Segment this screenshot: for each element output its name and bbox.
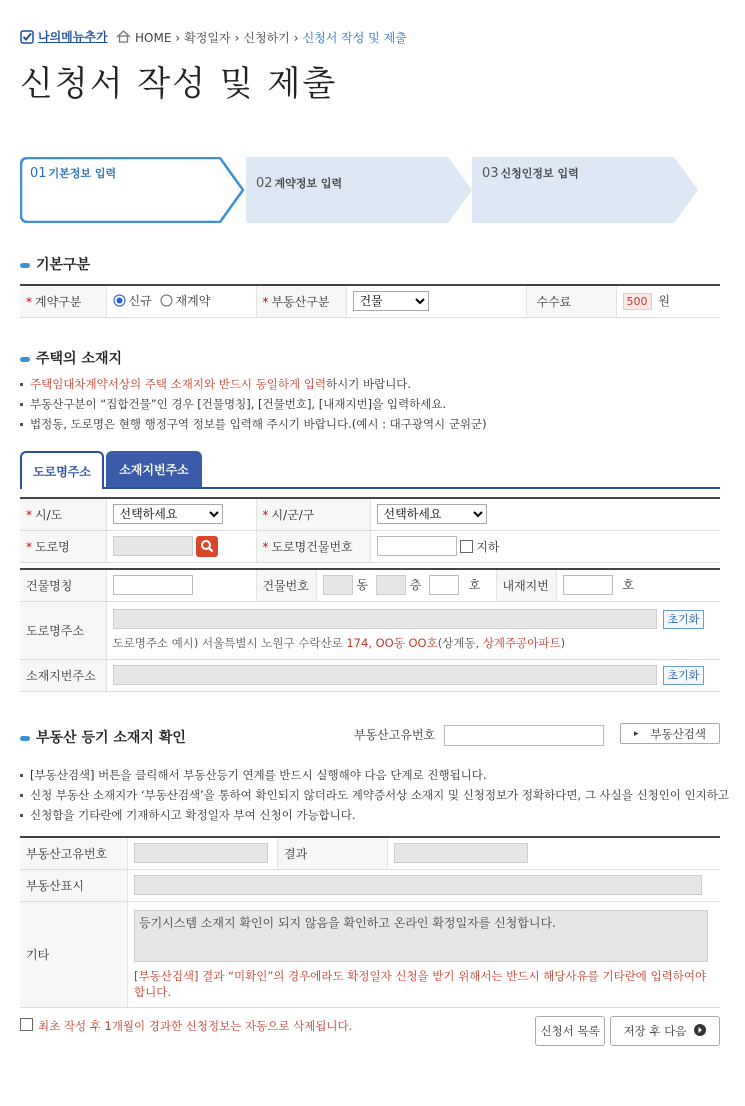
address-note: 주택임대차계약서상의 주택 소재지와 반드시 동일하게 입력하시기 바랍니다. [20, 374, 720, 394]
step-1 [30, 165, 116, 181]
registry-note: 신청 부동산 소재지가 ‘부동산검색’을 통하여 확인되지 않더라도 계약증서상 소재지 및 신청정보가 정확하다면, 그 사실을 신청인이 인지하고 [20, 785, 730, 805]
auto-delete-notice [20, 1018, 352, 1034]
sido-select[interactable] [113, 504, 223, 524]
bldg-name-label: 건물명칭 [26, 578, 73, 593]
section-bullet-icon [20, 357, 30, 362]
road-bldg-no-input[interactable] [377, 536, 457, 556]
etc-label: 기타 [26, 947, 50, 962]
basic-section-title: 기본구분 [36, 257, 91, 273]
step-3-label: 신청인정보 입력 [500, 167, 579, 180]
row-uid-input[interactable] [134, 843, 268, 863]
lot-addr-input[interactable] [113, 665, 657, 685]
step-indicator [20, 157, 720, 223]
address-note: 법정동, 도로명은 현행 행정구역 정보를 입력해 주시기 바랍니다.(예시 : 대구광역시 군위군) [20, 414, 720, 434]
breadcrumb-item-apply[interactable]: 신청하기 [243, 31, 290, 45]
breadcrumb-item-confirm-date[interactable]: 확정일자 [184, 31, 231, 45]
dong-unit: 동 [356, 578, 368, 593]
road-addr-reset-button[interactable]: 초기화 [663, 610, 705, 629]
registry-note: [부동산검색] 버튼을 클릭해서 부동산등기 연계를 반드시 실행해야 다음 단계로 진행됩니다. [20, 765, 730, 785]
result-label: 결과 [284, 846, 308, 861]
checkbox-check-icon [20, 30, 34, 44]
lot-addr-label: 소재지번주소 [26, 668, 96, 683]
road-addr-label: 도로명주소 [26, 623, 84, 638]
floor-unit: 층 [409, 578, 422, 593]
inner-lot-label: 내재지번 [502, 578, 549, 593]
application-list-button[interactable] [535, 1016, 605, 1046]
basic-section-heading [20, 254, 90, 274]
inner-ho-unit: 호 [622, 578, 634, 593]
registry-table [20, 836, 720, 1008]
tab-lot-label: 소재지번주소 [119, 462, 189, 477]
display-input[interactable] [134, 875, 702, 895]
realty-type-label: 부동산구분 [271, 294, 330, 309]
bldg-name-input[interactable] [113, 575, 193, 595]
my-menu-add-link[interactable] [20, 28, 108, 45]
address-section-title: 주택의 소재지 [36, 351, 123, 367]
fee-value: 500 [623, 293, 652, 310]
next-arrow-icon [694, 1024, 706, 1039]
section-bullet-icon [20, 263, 30, 268]
step-2 [256, 165, 342, 191]
radio-new[interactable] [113, 292, 152, 309]
realty-search-label: 부동산검색 [650, 726, 707, 741]
floor-input[interactable] [376, 575, 406, 595]
radio-renew-label: 재계약 [175, 294, 211, 309]
save-and-next-label: 저장 후 다음 [623, 1024, 687, 1038]
dong-input[interactable] [323, 575, 353, 595]
basement-label: 지하 [476, 539, 500, 554]
breadcrumb-item-current: 신청서 작성 및 제출 [302, 31, 407, 45]
inner-lot-input[interactable] [563, 575, 613, 595]
road-addr-example: 도로명주소 예시) 서울특별시 노원구 수락산로 174, OO동 OO호(상계동, 상계주공아파트) [112, 636, 566, 650]
basic-table: * 계약구분 신규 재계약 * 부동산구분 건물 수수료 500 원 [20, 284, 720, 318]
ho-input[interactable] [429, 575, 459, 595]
fee-unit: 원 [658, 294, 670, 309]
step-1-number: 01 [30, 166, 47, 181]
bldg-no-label: 건물번호 [262, 578, 309, 593]
save-and-next-button[interactable] [610, 1016, 720, 1046]
step-1-label: 기본정보 입력 [48, 167, 117, 180]
contract-type-label: 계약구분 [35, 294, 82, 309]
checkbox-icon[interactable] [20, 1018, 33, 1034]
application-list-label: 신청서 목록 [540, 1024, 600, 1038]
registry-note: 신청함을 기타란에 기재하시고 확정일자 부여 신청이 가능합니다. [20, 805, 730, 825]
realty-type-select[interactable] [353, 291, 429, 311]
registry-section-heading [20, 727, 186, 747]
step-2-number: 02 [256, 176, 273, 191]
radio-new-label: 신규 [128, 294, 152, 309]
step-3 [482, 165, 579, 181]
tab-underline [20, 487, 720, 489]
tab-road-label: 도로명주소 [33, 464, 91, 479]
address-table-2 [20, 568, 720, 692]
etc-warning: [부동산검색] 결과 “미확인”의 경우에라도 확정일자 신청을 받기 위해서는 반드시 해당사유를 기타란에 입력하여야 합니다. [134, 968, 707, 999]
breadcrumb-item-home[interactable]: HOME [135, 30, 172, 45]
breadcrumb-separator: › [234, 30, 240, 45]
breadcrumb [116, 29, 407, 46]
auto-delete-notice-text: 최초 작성 후 1개월이 경과한 신청정보는 자동으로 삭제됩니다. [38, 1019, 353, 1033]
my-menu-add-label: 나의메뉴추가 [38, 30, 108, 44]
step-2-label: 계약정보 입력 [274, 177, 343, 190]
tab-lot-address[interactable] [106, 451, 202, 487]
address-notes [20, 374, 720, 434]
breadcrumb-separator: › [175, 30, 181, 45]
registry-section-title: 부동산 등기 소재지 확인 [36, 730, 186, 746]
home-icon [116, 30, 131, 46]
road-addr-input[interactable] [113, 609, 657, 629]
registry-notes [20, 765, 730, 825]
etc-textarea[interactable]: 등기시스템 소재지 확인이 되지 않음을 확인하고 온라인 확정일자를 신청합니다. [134, 910, 708, 962]
fee-label: 수수료 [536, 294, 572, 309]
step-3-number: 03 [482, 166, 499, 181]
registry-uid-input[interactable] [444, 725, 604, 746]
road-name-label: 도로명 [35, 539, 70, 554]
address-note: 부동산구분이 “집합건물”인 경우 [건물명칭], [건물번호], [내재지번]을 입력하세요. [20, 394, 720, 414]
road-name-input[interactable] [113, 536, 193, 556]
result-input[interactable] [394, 843, 528, 863]
sigungu-label: 시/군/구 [271, 507, 315, 522]
section-bullet-icon [20, 736, 30, 741]
breadcrumb-separator: › [293, 30, 299, 45]
address-table-1: * 시/도 선택하세요 * 시/군/구 선택하세요 * 도로명 * 도로명건물번호 지하 [20, 497, 720, 563]
page-title: 신청서 작성 및 제출 [20, 64, 338, 104]
address-section-heading [20, 348, 122, 368]
tab-road-address[interactable] [20, 451, 104, 489]
sigungu-select[interactable] [377, 504, 487, 524]
display-label: 부동산표시 [26, 878, 84, 893]
row-uid-label: 부동산고유번호 [26, 846, 108, 861]
ho-unit: 호 [468, 578, 481, 593]
lot-addr-reset-button[interactable]: 초기화 [663, 666, 705, 685]
arrow-right-icon: ▸ [633, 728, 639, 739]
road-bldg-no-label: 도로명건물번호 [271, 539, 353, 554]
registry-uid-label: 부동산고유번호 [354, 728, 436, 742]
radio-renew[interactable] [160, 292, 211, 309]
sido-label: 시/도 [35, 507, 63, 522]
realty-search-button[interactable] [620, 723, 720, 744]
search-icon[interactable] [196, 536, 218, 557]
basement-checkbox[interactable] [460, 538, 499, 555]
